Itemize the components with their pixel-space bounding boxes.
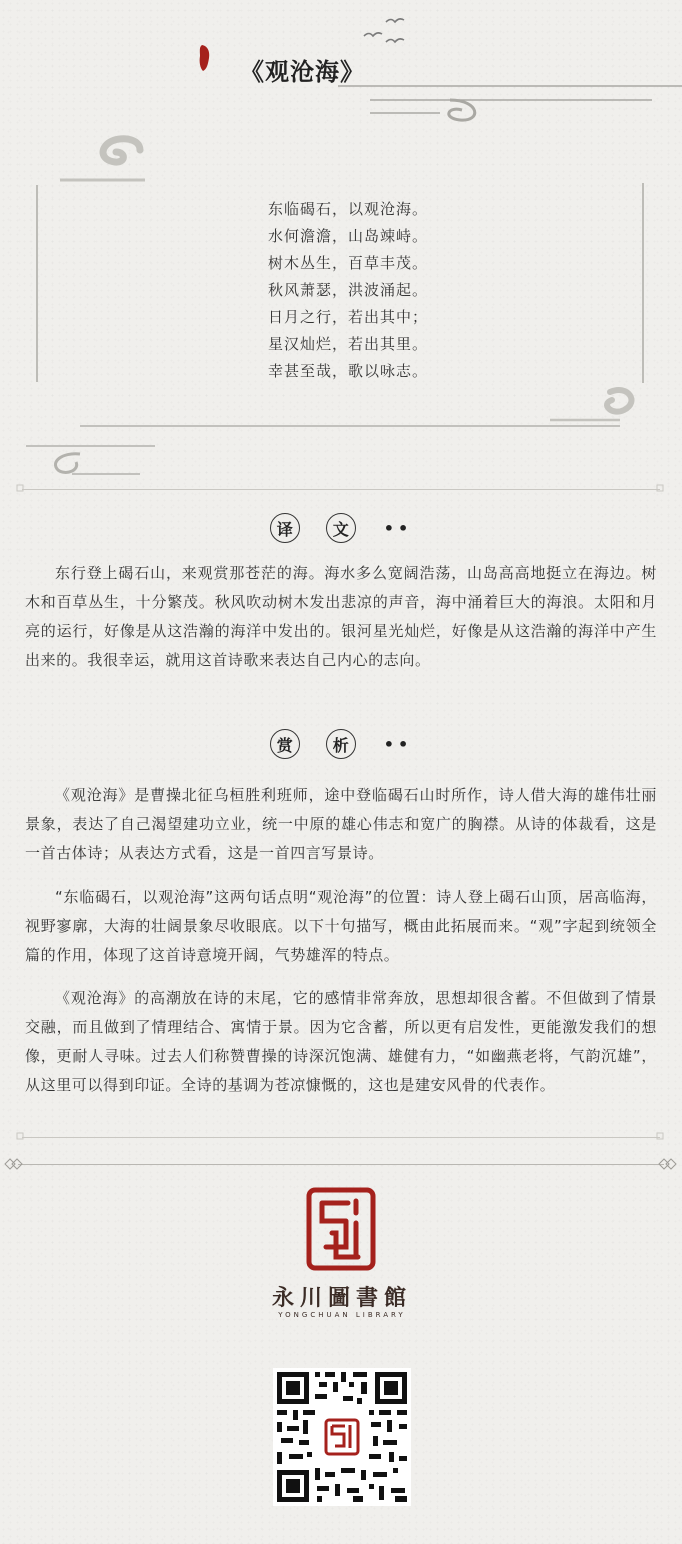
qr-code-icon[interactable]: [273, 1368, 411, 1506]
poem-line: 树木丛生，百草丰茂。: [267, 254, 428, 272]
cloud-right-bottom-icon: [80, 380, 640, 440]
translation-text: 东行登上碣石山，来观赏那苍茫的海。海水多么宽阔浩荡，山岛高高地挺立在海边。树木和百草丛生，十分繁茂。秋风吹动树木发出悲凉的声音，海中涌着巨大的海浪。太阳和月亮的运行，好像是从这浩瀚的海洋中发出的。银河星光灿烂，好像是从这浩瀚的海洋中产生出来的。我很幸运，就用这首诗歌来表达自己内心的志向。: [25, 564, 657, 669]
library-logo-icon: [306, 1187, 376, 1271]
poem-line: 水何澹澹，山岛竦峙。: [267, 227, 428, 245]
heading-badge: 译: [270, 513, 300, 543]
diamond-left-icon: [4, 1158, 24, 1170]
diamond-right-icon: [658, 1158, 678, 1170]
cloud-left-top-icon: [60, 130, 150, 188]
poem-block: [0, 196, 682, 385]
analysis-paragraph: “东临碣石，以观沧海”这两句话点明“观沧海”的位置：诗人登上碣石山顶，居高临海，视野寥廓，大海的壮阔景象尽收眼底。以下十句描写，概由此拓展而来。“观”字起到统领全篇的作用，体现了这首诗意境开阔，气势雄浑的特点。: [25, 888, 657, 964]
poem-line: 秋风萧瑟，洪波涌起。: [267, 281, 428, 299]
section-divider: [22, 489, 660, 490]
library-name-en: YONGCHUAN LIBRARY: [278, 1311, 406, 1319]
poem-line: 东临碣石，以观沧海。: [267, 200, 428, 218]
poem-line: 星汉灿烂，若出其里。: [267, 335, 428, 353]
analysis-paragraph: 《观沧海》的高潮放在诗的末尾，它的感情非常奔放，思想却很含蓄。不但做到了情景交融，而且做到了情理结合、寓情于景。因为它含蓄，所以更有启发性，更能激发我们的想像，更耐人寻味。过去人们称赞曹操的诗深沉饱满、雄健有力，“如幽燕老将，气韵沉雄”，从这里可以得到印证。全诗的基调为苍凉慷慨的，这也是建安风骨的代表作。: [25, 989, 657, 1094]
heading-badge: 文: [326, 513, 356, 543]
birds-decoration: [356, 14, 412, 48]
analysis-paragraph: 《观沧海》是曹操北征乌桓胜利班师，途中登临碣石山时所作，诗人借大海的雄伟壮丽景象，表达了自己渴望建功立业，统一中原的雄心伟志和宽广的胸襟。从诗的体裁看，这是一首古体诗；从表达方式看，这是一首四言写景诗。: [25, 786, 657, 862]
cloud-left-bottom-icon: [20, 434, 160, 480]
library-name: 永川圖書館: [271, 1285, 412, 1311]
page-title: 《观沧海》: [240, 58, 365, 86]
poem-line: 日月之行，若出其中；: [267, 308, 428, 326]
heading-dots: ••: [383, 518, 413, 538]
section-divider: [22, 1137, 660, 1138]
heading-dots: ••: [383, 734, 413, 754]
seal-brush-icon: [196, 44, 214, 72]
footer-divider: [18, 1164, 664, 1165]
heading-badge: 赏: [270, 729, 300, 759]
divider-corner-left-icon: [16, 484, 26, 494]
poem-line: 幸甚至哉，歌以咏志。: [267, 362, 428, 380]
divider-corner-right-icon: [656, 484, 666, 494]
divider-corner-left-icon: [16, 1132, 26, 1142]
translation-heading: [0, 513, 682, 543]
analysis-heading: [0, 729, 682, 759]
cloud-line-top-icon: [330, 60, 682, 124]
heading-badge: 析: [326, 729, 356, 759]
divider-corner-right-icon: [656, 1132, 666, 1142]
